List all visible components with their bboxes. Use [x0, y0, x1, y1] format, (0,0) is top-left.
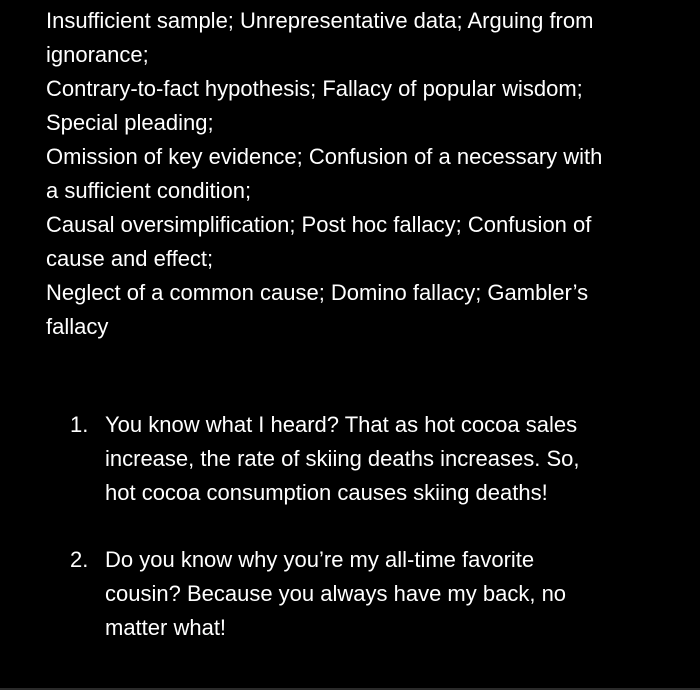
- fallacy-line: Neglect of a common cause; Domino fallacy; Gambler’s: [46, 280, 589, 305]
- question-line: Do you know why you’re my all-time favorite: [105, 547, 535, 572]
- fallacy-line: Causal oversimplification; Post hoc fallacy; Confusion of: [46, 212, 592, 237]
- fallacy-list: [46, 4, 666, 344]
- question-number: 2.: [70, 547, 89, 572]
- question-line: cousin? Because you always have my back, no: [105, 581, 567, 606]
- fallacy-line: a sufficient condition;: [46, 178, 252, 203]
- fallacy-line: Special pleading;: [46, 110, 214, 135]
- fallacy-line: cause and effect;: [46, 246, 214, 271]
- fallacy-line: fallacy: [46, 314, 109, 339]
- question-line: hot cocoa consumption causes skiing deaths!: [105, 480, 548, 505]
- question-item: [70, 543, 670, 645]
- fallacy-line: ignorance;: [46, 42, 149, 67]
- question-number: 1.: [70, 412, 89, 437]
- question-list: [70, 408, 670, 645]
- question-line: You know what I heard? That as hot cocoa sales: [105, 412, 578, 437]
- question-line: increase, the rate of skiing deaths increases. So,: [105, 446, 580, 471]
- fallacy-line: Contrary-to-fact hypothesis; Fallacy of popular wisdom;: [46, 76, 583, 101]
- question-item: [70, 408, 670, 510]
- fallacy-line: Omission of key evidence; Confusion of a necessary with: [46, 144, 603, 169]
- question-line: matter what!: [105, 615, 227, 640]
- fallacy-line: Insufficient sample; Unrepresentative data; Arguing from: [46, 8, 594, 33]
